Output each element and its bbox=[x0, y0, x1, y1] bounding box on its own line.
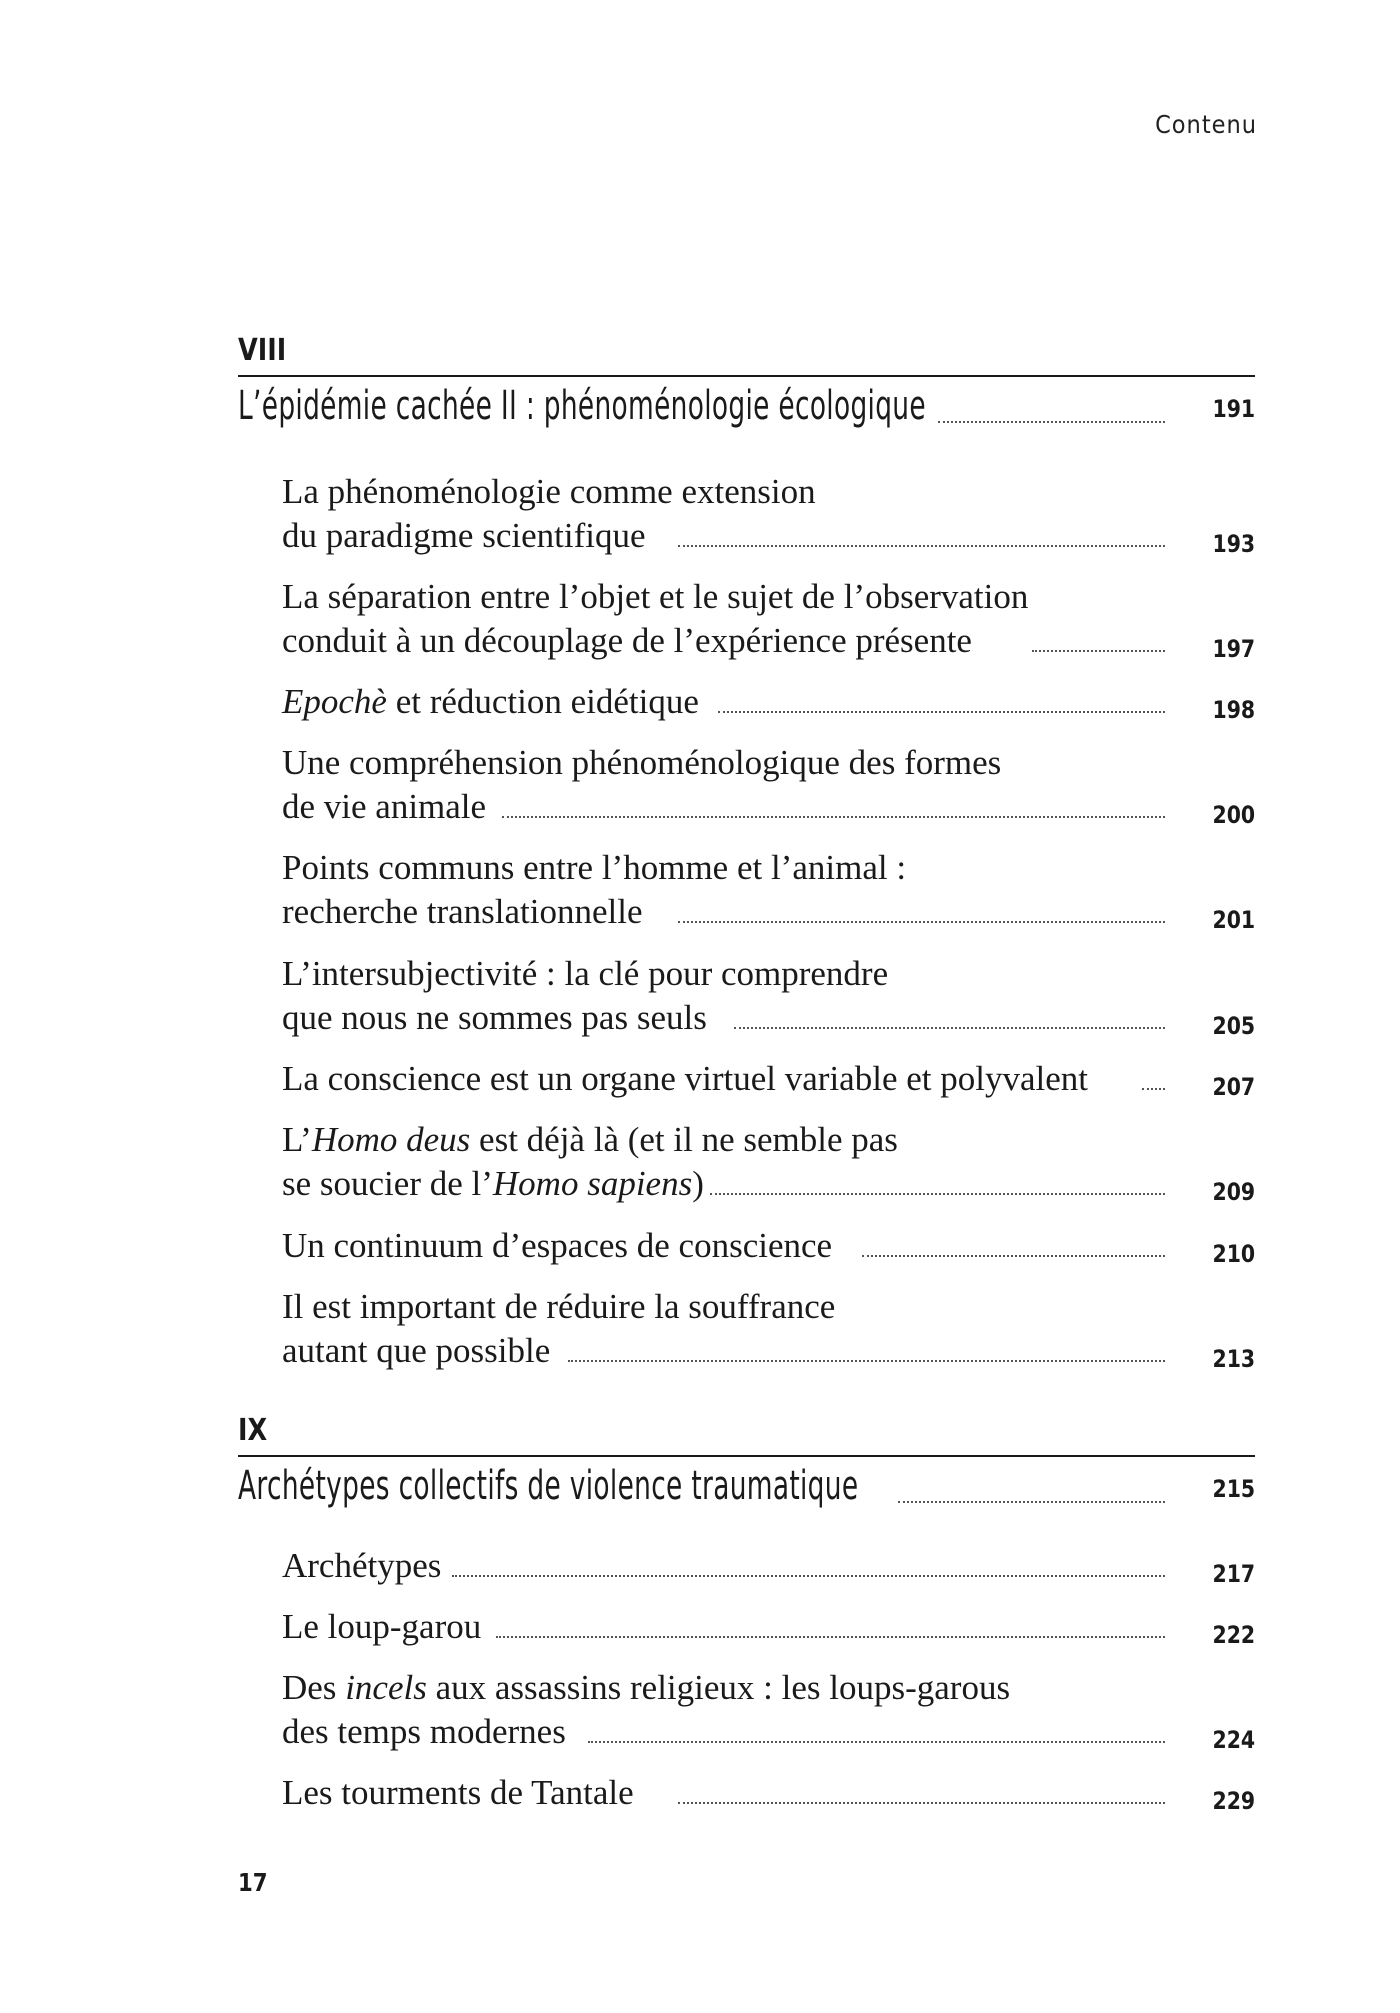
page-number: 217 bbox=[1212, 1560, 1255, 1588]
entry-line: des temps modernes bbox=[282, 1712, 566, 1751]
entry-line: L’Homo deus est déjà là (et il ne semble pas bbox=[282, 1120, 898, 1159]
dot-leader bbox=[678, 921, 1165, 923]
italic-term: Homo deus bbox=[311, 1120, 471, 1159]
dot-leader bbox=[588, 1741, 1165, 1743]
toc-entry bbox=[282, 1057, 1255, 1101]
dot-leader bbox=[678, 1802, 1165, 1804]
page-number: 207 bbox=[1212, 1073, 1255, 1101]
toc-entry bbox=[282, 1666, 1255, 1754]
chapter-title-row bbox=[238, 377, 1255, 439]
entry-line: conduit à un découplage de l’expérience présente bbox=[282, 621, 972, 660]
page-number: 209 bbox=[1212, 1178, 1255, 1206]
page-number: 210 bbox=[1212, 1240, 1255, 1268]
page-number: 198 bbox=[1212, 696, 1255, 724]
entry-line: autant que possible bbox=[282, 1331, 551, 1370]
page-number: 200 bbox=[1212, 801, 1255, 829]
entry-line: La conscience est un organe virtuel variable et polyvalent bbox=[282, 1059, 1088, 1098]
chapter-viii bbox=[238, 333, 1255, 439]
entry-line: Un continuum d’espaces de conscience bbox=[282, 1226, 833, 1265]
entry-line: de vie animale bbox=[282, 787, 487, 826]
entry-line: se soucier de l’Homo sapiens) bbox=[282, 1164, 704, 1203]
italic-term: Homo sapiens bbox=[492, 1164, 693, 1203]
page-number: 197 bbox=[1212, 635, 1255, 663]
dot-leader bbox=[568, 1360, 1165, 1362]
dot-leader bbox=[862, 1255, 1165, 1257]
toc-entry bbox=[282, 470, 1255, 558]
dot-leader bbox=[496, 1636, 1165, 1638]
toc-entry bbox=[282, 1771, 1255, 1815]
dot-leader bbox=[1032, 650, 1165, 652]
entry-line: Le loup-garou bbox=[282, 1607, 482, 1646]
entry-line: Archétypes bbox=[282, 1546, 442, 1585]
dot-leader bbox=[898, 1501, 1165, 1503]
entry-line: recherche translationnelle bbox=[282, 892, 643, 931]
toc-entry bbox=[282, 1605, 1255, 1649]
toc-entry bbox=[282, 741, 1255, 829]
italic-term: Epochè bbox=[282, 682, 387, 721]
entry-line: Points communs entre l’homme et l’animal : bbox=[282, 848, 907, 887]
dot-leader bbox=[678, 545, 1165, 547]
page-number: 229 bbox=[1212, 1787, 1255, 1815]
entry-line: du paradigme scientifique bbox=[282, 516, 646, 555]
toc-entry bbox=[282, 1118, 1255, 1206]
chapter-title: L’épidémie cachée II : phénoménologie écologique bbox=[238, 383, 926, 429]
running-head: Contenu bbox=[1155, 110, 1257, 139]
entry-line: L’intersubjectivité : la clé pour comprendre bbox=[282, 954, 889, 993]
page-number: 193 bbox=[1212, 530, 1255, 558]
page-number: 222 bbox=[1212, 1621, 1255, 1649]
chapter-number: VIII bbox=[238, 333, 287, 368]
dot-leader bbox=[1142, 1088, 1165, 1090]
dot-leader bbox=[718, 711, 1165, 713]
entry-line: que nous ne sommes pas seuls bbox=[282, 998, 707, 1037]
toc-entry bbox=[282, 1285, 1255, 1373]
dot-leader bbox=[452, 1575, 1165, 1577]
entry-line: Il est important de réduire la souffrance bbox=[282, 1287, 836, 1326]
chapter-ix bbox=[238, 1413, 1255, 1519]
dot-leader bbox=[502, 816, 1165, 818]
chapter-title-row bbox=[238, 1457, 1255, 1519]
italic-term: incels bbox=[345, 1668, 427, 1707]
page-number: 213 bbox=[1212, 1345, 1255, 1373]
page-number: 201 bbox=[1212, 906, 1255, 934]
entry-line: Des incels aux assassins religieux : les loups-garous bbox=[282, 1668, 1011, 1707]
entry-line: Epochè et réduction eidétique bbox=[282, 682, 699, 721]
toc-entry bbox=[282, 575, 1255, 663]
dot-leader bbox=[938, 421, 1165, 423]
toc-entry bbox=[282, 680, 1255, 724]
page-number: 205 bbox=[1212, 1012, 1255, 1040]
toc-entry bbox=[282, 846, 1255, 934]
toc-entry bbox=[282, 952, 1255, 1040]
dot-leader bbox=[710, 1193, 1165, 1195]
page-folio: 17 bbox=[238, 1868, 268, 1897]
toc-entry bbox=[282, 1544, 1255, 1588]
entry-line: Les tourments de Tantale bbox=[282, 1773, 634, 1812]
toc-entry bbox=[282, 1224, 1255, 1268]
entry-line: La phénoménologie comme extension bbox=[282, 472, 816, 511]
entry-line: La séparation entre l’objet et le sujet de l’observation bbox=[282, 577, 1029, 616]
page-number: 224 bbox=[1212, 1726, 1255, 1754]
page-number: 191 bbox=[1212, 395, 1255, 423]
page-number: 215 bbox=[1212, 1475, 1255, 1503]
chapter-title: Archétypes collectifs de violence traumatique bbox=[238, 1463, 859, 1509]
chapter-number: IX bbox=[238, 1413, 268, 1448]
entry-line: Une compréhension phénoménologique des formes bbox=[282, 743, 1002, 782]
dot-leader bbox=[734, 1027, 1165, 1029]
